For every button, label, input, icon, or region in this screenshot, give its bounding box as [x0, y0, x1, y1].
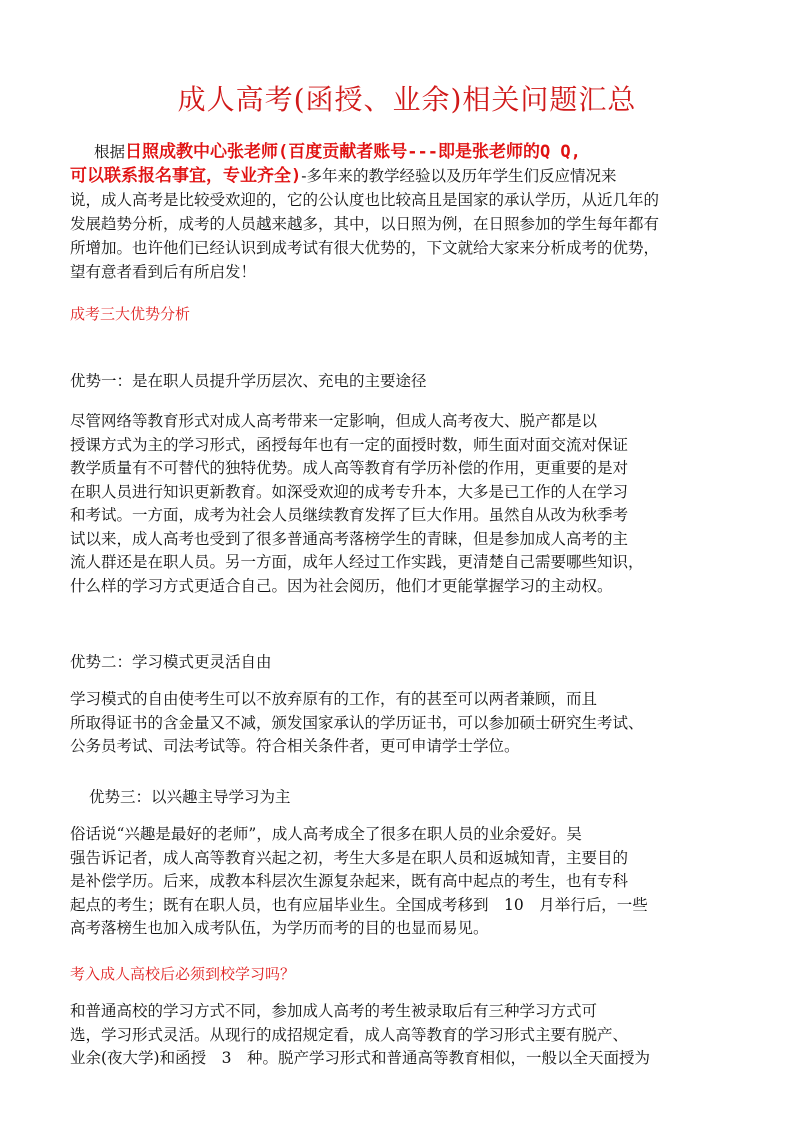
- body-line: 什么样的学习方式更适合自己。因为社会阅历，他们才更能掌握学习的主动权。: [70, 576, 613, 595]
- contact-highlight-2: 可以联系报名事宜，专业齐全): [70, 166, 302, 186]
- intro-prefix: 根据: [94, 143, 126, 161]
- page-title: 成人高考(函授、业余)相关问题汇总: [177, 83, 637, 116]
- advantage-2-heading: 优势二：学习模式更灵活自由: [70, 653, 272, 671]
- body-line: 尽管网络等教育形式对成人高考带来一定影响，但成人高考夜大、脱产都是以: [70, 412, 598, 430]
- advantage-1-heading: 优势一：是在职人员提升学历层次、充电的主要途径: [70, 372, 427, 390]
- intro-line: 说，成人高考是比较受欢迎的，它的公认度也比较高且是国家的承认学历，从近几年的: [70, 191, 660, 209]
- contact-highlight-1: 日照成教中心张老师(百度贡献者账号---即是张老师的Q Q,: [125, 142, 581, 162]
- body-line: 选，学习形式灵活。从现行的成招规定看，成人高等教育的学习形式主要有脱产、: [70, 1025, 629, 1044]
- advantage-3-heading: 优势三：以兴趣主导学习为主: [89, 788, 291, 806]
- body-line: 授课方式为主的学习形式，函授每年也有一定的面授时数，师生面对面交流对保证: [70, 435, 629, 454]
- body-line: 俗话说“兴趣是最好的老师”，成人高考成全了很多在职人员的业余爱好。吴: [70, 825, 582, 843]
- intro-line: 望有意者看到后有所启发！: [70, 263, 257, 281]
- advantage-2-body: [70, 688, 680, 759]
- intro-line-2: [70, 164, 710, 188]
- body-line: 试以来，成人高考也受到了很多普通高考落榜学生的青睐，但是参加成人高考的主: [70, 529, 629, 548]
- body-line: 教学质量有不可替代的独特优势。成人高等教育有学历补偿的作用，更重要的是对: [70, 459, 629, 477]
- intro-paragraph: [70, 140, 710, 284]
- body-line: 和考试。一方面，成考为社会人员继续教育发挥了巨大作用。虽然自从改为秋季考: [70, 506, 629, 524]
- advantage-3-body: [70, 823, 680, 941]
- intro-line: 所增加。也许他们已经认识到成考试有很大优势的，下文就给大家来分析成考的优势，: [70, 239, 660, 257]
- section-heading-advantages: 成考三大优势分析: [70, 305, 191, 323]
- body-line: 所取得证书的含金量又不减，颁发国家承认的学历证书，可以参加硕士研究生考试、: [70, 713, 644, 732]
- body-line: 高考落榜生也加入成考队伍，为学历而考的目的也显而易见。: [70, 919, 489, 937]
- body-line: 流人群还是在职人员。另一方面，成年人经过工作实践，更清楚自己需要哪些知识，: [70, 553, 644, 571]
- body-line: 强告诉记者，成人高等教育兴起之初，考生大多是在职人员和返城知青，主要目的: [70, 848, 629, 867]
- body-line: 在职人员进行知识更新教育。如深受欢迎的成考专升本，大多是已工作的人在学习: [70, 482, 629, 501]
- body-line: 和普通高校的学习方式不同，参加成人高考的考生被录取后有三种学习方式可: [70, 1002, 598, 1020]
- intro-line: 发展趋势分析，成考的人员越来越多，其中，以日照为例，在日照参加的学生每年都有: [70, 215, 660, 233]
- body-line: 公务员考试、司法考试等。符合相关条件者，更可申请学士学位。: [70, 737, 520, 755]
- body-line: 学习模式的自由使考生可以不放弃原有的工作，有的甚至可以两者兼顾，而且: [70, 690, 598, 708]
- study-mode-body: [70, 1000, 680, 1071]
- body-line: 是补偿学历。后来，成教本科层次生源复杂起来，既有高中起点的考生，也有专科: [70, 872, 629, 890]
- section-heading-study-mode: 考入成人高校后必须到校学习吗？: [70, 965, 296, 983]
- intro-suffix: -多年来的教学经验以及历年学生们反应情况来: [301, 167, 617, 185]
- intro-line-1: [70, 140, 710, 164]
- advantage-1-body: [70, 410, 680, 598]
- body-line: 起点的考生；既有在职人员，也有应届毕业生。全国成考移到 10 月举行后，一些: [70, 895, 648, 914]
- body-line: 业余(夜大学)和函授 3 种。脱产学习形式和普通高等教育相似，一般以全天面授为: [70, 1049, 650, 1067]
